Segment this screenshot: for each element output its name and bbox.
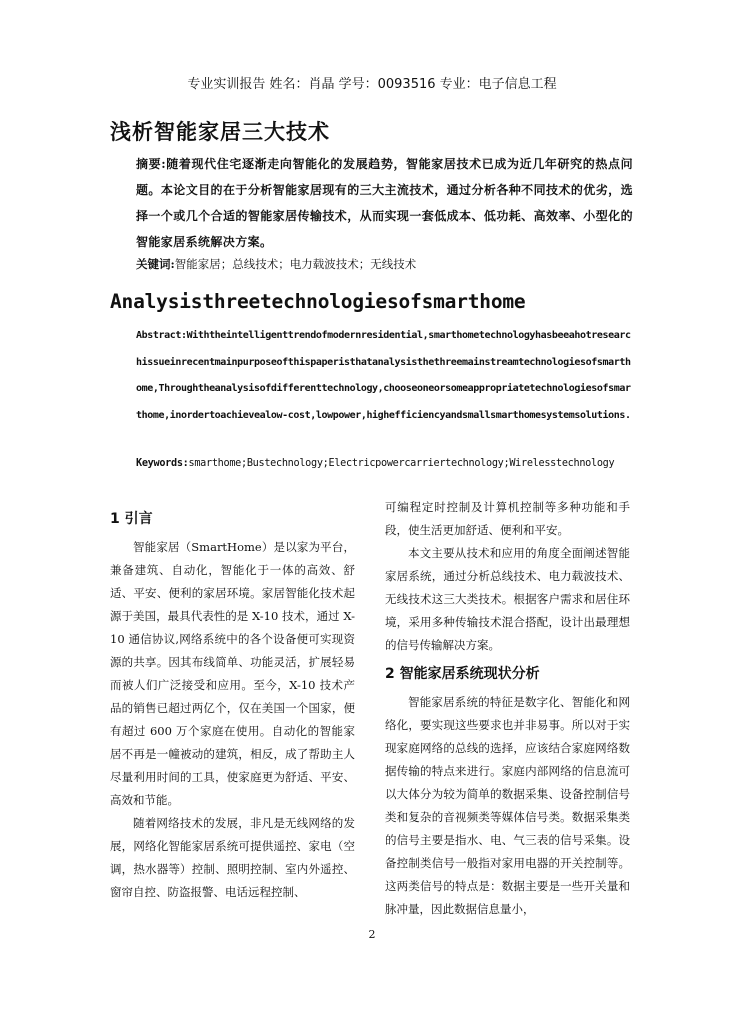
left-column	[110, 508, 355, 904]
keywords-chinese-text: 智能家居；总线技术；电力载波技术；无线技术	[174, 257, 417, 271]
right-column	[385, 496, 630, 921]
keywords-english-label: Keywords:	[136, 458, 189, 469]
section-2-paragraph-1: 智能家居系统的特征是数字化、智能化和网络化，要实现这些要求也并非易事。所以对于实现家庭网络的总线的选择，应该结合家庭网络数据传输的特点来进行。家庭内部网络的信息流可以大体分为较为简单的数据采集、设备控制信号类和复杂的音视频类等媒体信号类。数据采集类的信号主要是指水、电、气三表的信号采集。设备控制类信号一般指对家用电器的开关控制等。这两类信号的特点是：数据主要是一些开关量和脉冲量，因此数据信息量小，	[385, 695, 630, 916]
page-number: 2	[368, 928, 376, 941]
section-1-paragraph-1: 智能家居（SmartHome）是以家为平台，兼备建筑、自动化，智能化于一体的高效、舒适、平安、便利的家居环境。家居智能化技术起源于美国，最具代表性的是 X-10 技术，通过 X-10 通信协议,网络系统中的各个设备便可实现资源的共享。因其布线简单、功能灵活，扩展轻易而被人们广泛接受和应用。至今，X-10 技术产品的销售已超过两亿个，仅在美国一个国家，便有超过 600 万个家庭在使用。自动化的智能家居不再是一幢被动的建筑，相反，成了帮助主人尽量利用时间的工具，使家庭更为舒适、平安、高效和节能。	[110, 540, 355, 807]
section-1-paragraph-2: 随着网络技术的发展，非凡是无线网络的发展，网络化智能家居系统可提供遥控、家电（空调，热水器等）控制、照明控制、室内外遥控、窗帘自控、防盗报警、电话远程控制、	[110, 816, 355, 899]
section-1-heading: 1 引言	[110, 511, 153, 527]
keywords-english	[136, 452, 636, 476]
section-1-paragraph-3: 本文主要从技术和应用的角度全面阐述智能家居系统，通过分析总线技术、电力载波技术、无线技术这三大类技术。根据客户需求和居住环境，采用多种传输技术混合搭配，设计出最理想的信号传输解决方案。	[385, 546, 630, 652]
section-2-heading: 2 智能家居系统现状分析	[385, 666, 540, 682]
section-1-paragraph-2-continued: 可编程定时控制及计算机控制等多种功能和手段，使生活更加舒适、便利和平安。	[385, 500, 630, 537]
page-header: 专业实训报告 姓名：肖晶 学号：0093516 专业：电子信息工程	[187, 77, 557, 92]
paper-title-english: Analysisthreetechnologiesofsmarthome	[110, 290, 526, 313]
keywords-english-text: smarthome;Bustechnology;Electricpowercarriertechnology;Wirelesstechnology	[188, 458, 615, 469]
keywords-chinese-label: 关键词:	[136, 257, 175, 271]
abstract-chinese: 摘要:随着现代住宅逐渐走向智能化的发展趋势，智能家居技术已成为近几年研究的热点问题。本论文目的在于分析智能家居现有的三大主流技术，通过分析各种不同技术的优劣，选择一个或几个合适的智能家居传输技术，从而实现一套低成本、低功耗、高效率、小型化的智能家居系统解决方案。	[136, 157, 633, 249]
paper-title: 浅析智能家居三大技术	[110, 120, 330, 144]
keywords-chinese	[136, 256, 416, 272]
abstract-english: Abstract:Withtheintelligenttrendofmodernresidential,smarthometechnologyhasbeeahotresearchissueinrecentmainpurposeofthispaperisthatanalysisthethreemainstreamtechnologiesofsmarthome,Throughtheanalysisofdifferenttechnology,chooseoneorsomeappropriatetechnologiesofsmarthome,inordertoachievealow-cost,lowpower,highefficiencyandsmallsmarthomesystemsolutions.	[136, 330, 631, 421]
